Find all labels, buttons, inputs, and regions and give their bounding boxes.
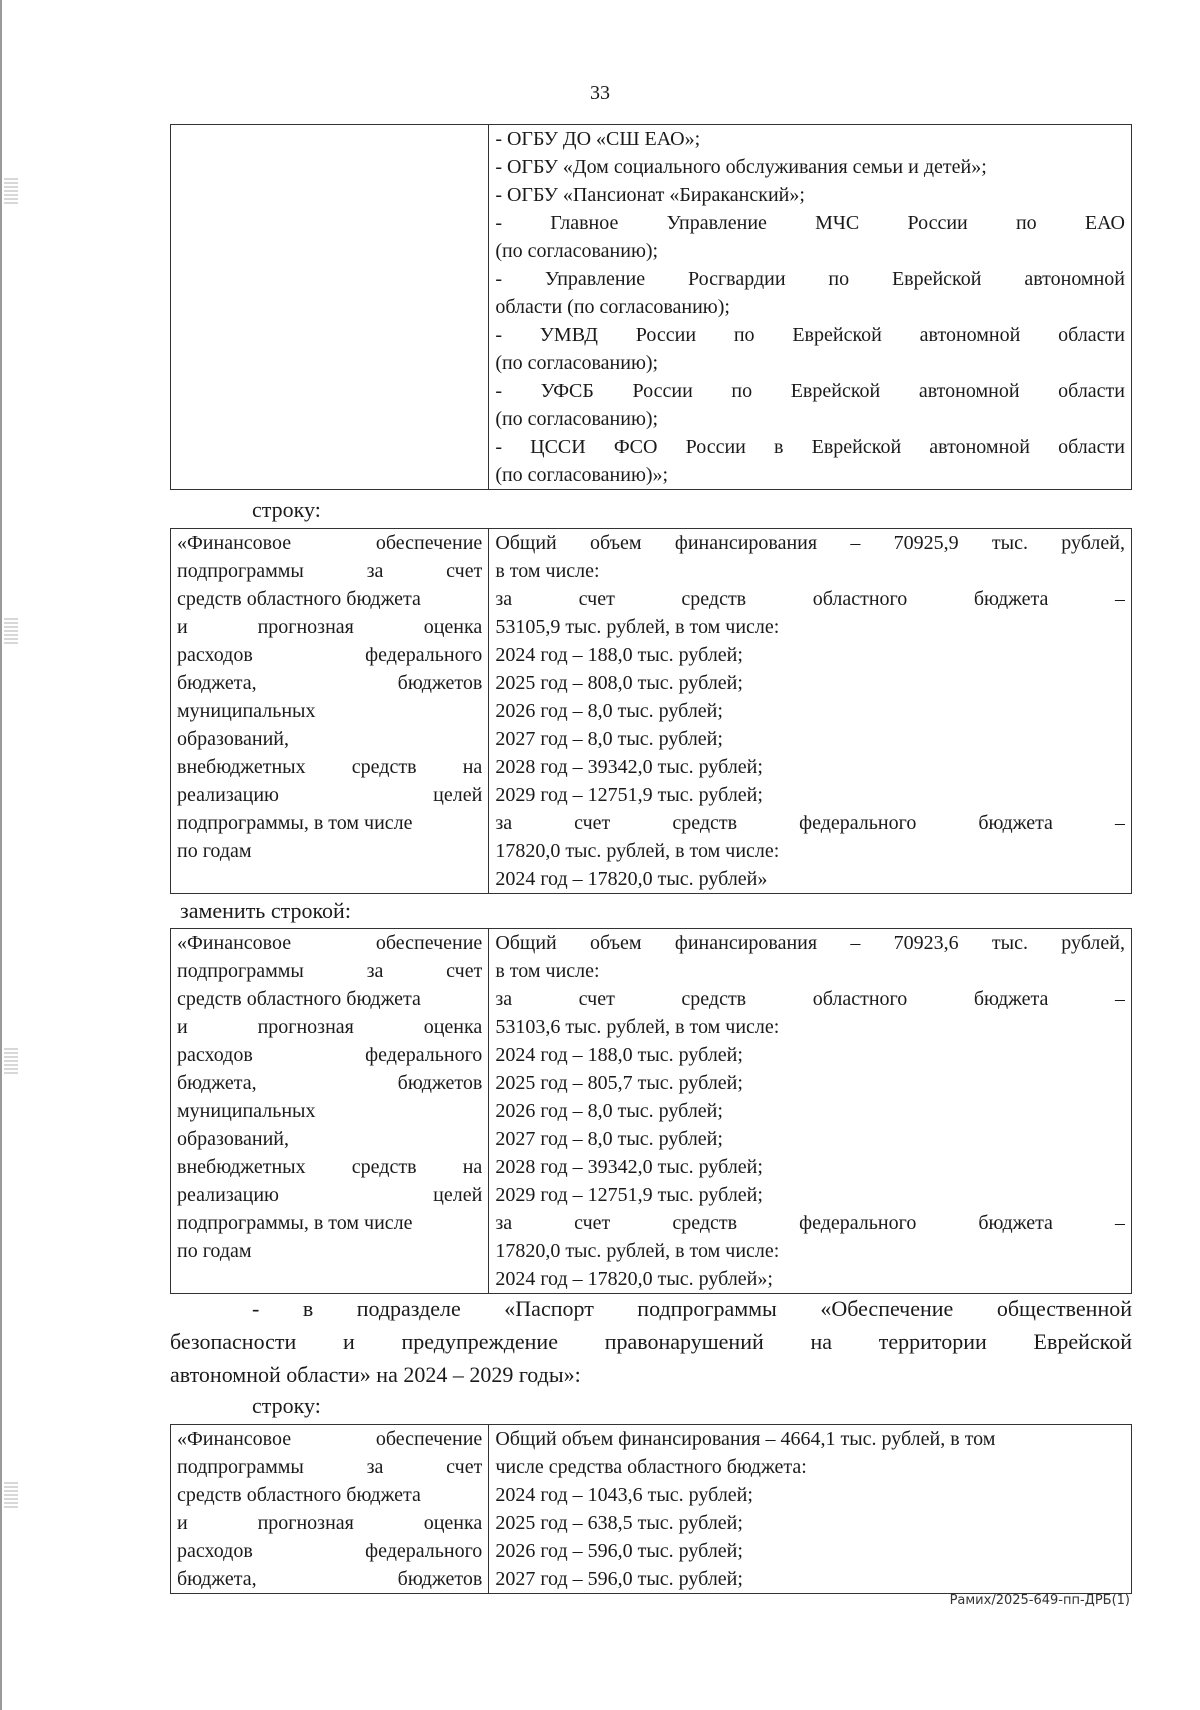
text-line: и прогнозная оценка	[177, 1016, 483, 1038]
text-line: 17820,0 тыс. рублей, в том числе:	[495, 1240, 780, 1262]
text-line: подпрограммы за счет	[177, 960, 483, 982]
text-line: - УФСБ России по Еврейской автономной области	[495, 380, 1125, 402]
text-line: - Главное Управление МЧС России по ЕАО	[495, 212, 1125, 234]
label-stroku: строку:	[252, 1393, 321, 1418]
table-old-row	[170, 528, 1132, 894]
paragraph-line: автономной области» на 2024 – 2029 годы»:	[170, 1362, 581, 1387]
text-line: - ОГБУ «Дом социального обслуживания семьи и детей»;	[495, 156, 987, 178]
text-line: Общий объем финансирования – 4664,1 тыс. рублей, в том	[495, 1428, 996, 1450]
text-line: 2025 год – 805,7 тыс. рублей;	[495, 1072, 743, 1094]
text-line: образований,	[177, 728, 290, 750]
footer-document-code: Рамих/2025-649-пп-ДРБ(1)	[949, 1593, 1130, 1608]
text-line: реализацию целей	[177, 784, 483, 806]
text-line: 2025 год – 808,0 тыс. рублей;	[495, 672, 743, 694]
text-line: 2025 год – 638,5 тыс. рублей;	[495, 1512, 743, 1534]
text-line: Общий объем финансирования – 70925,9 тыс. рублей,	[495, 532, 1125, 554]
text-line: подпрограммы за счет	[177, 560, 483, 582]
text-line: 2029 год – 12751,9 тыс. рублей;	[495, 1184, 763, 1206]
page-edge	[0, 0, 2, 1710]
table-last-left-cell	[171, 1425, 489, 1594]
table-continuation-left-cell	[171, 125, 489, 490]
text-line: бюджета, бюджетов	[177, 1568, 483, 1590]
text-line: «Финансовое обеспечение	[177, 932, 483, 954]
text-line: - Управление Росгвардии по Еврейской автономной	[495, 268, 1125, 290]
text-line: 2026 год – 8,0 тыс. рублей;	[495, 1100, 723, 1122]
text-line: 2026 год – 8,0 тыс. рублей;	[495, 700, 723, 722]
text-line: и прогнозная оценка	[177, 616, 483, 638]
text-line: 2027 год – 8,0 тыс. рублей;	[495, 728, 723, 750]
text-line: муниципальных	[177, 1100, 316, 1122]
text-line: подпрограммы за счет	[177, 1456, 483, 1478]
table-new-left-cell	[171, 929, 489, 1294]
text-line: 2024 год – 188,0 тыс. рублей;	[495, 1044, 743, 1066]
text-line: в том числе:	[495, 960, 600, 982]
text-line: подпрограммы, в том числе	[177, 812, 413, 834]
label-stroku: строку:	[252, 497, 321, 522]
text-line: средств областного бюджета	[177, 1484, 421, 1506]
text-line: - УМВД России по Еврейской автономной области	[495, 324, 1125, 346]
scan-artifact	[4, 178, 18, 204]
table-last-right-cell	[489, 1425, 1132, 1594]
paragraph-line: безопасности и предупреждение правонарушений на территории Еврейской	[170, 1329, 1132, 1354]
text-line: 53105,9 тыс. рублей, в том числе:	[495, 616, 780, 638]
text-line: - ОГБУ «Пансионат «Бираканский»;	[495, 184, 805, 206]
table-old-left-cell	[171, 529, 489, 894]
text-line: и прогнозная оценка	[177, 1512, 483, 1534]
text-line: за счет средств федерального бюджета –	[495, 812, 1125, 834]
text-line: образований,	[177, 1128, 290, 1150]
text-line: 2024 год – 17820,0 тыс. рублей»;	[495, 1268, 773, 1290]
text-line: 17820,0 тыс. рублей, в том числе:	[495, 840, 780, 862]
text-line: реализацию целей	[177, 1184, 483, 1206]
text-line: расходов федерального	[177, 644, 483, 666]
table-continuation	[170, 124, 1132, 490]
text-line: (по согласованию);	[495, 240, 659, 262]
text-line: (по согласованию);	[495, 408, 659, 430]
text-line: числе средства областного бюджета:	[495, 1456, 807, 1478]
text-line: расходов федерального	[177, 1044, 483, 1066]
text-line: 2029 год – 12751,9 тыс. рублей;	[495, 784, 763, 806]
text-line: - ЦССИ ФСО России в Еврейской автономной области	[495, 436, 1125, 458]
label-zamenit-strokoy: заменить строкой:	[180, 898, 351, 923]
text-line: за счет средств областного бюджета –	[495, 988, 1125, 1010]
paragraph-line: - в подразделе «Паспорт подпрограммы «Обеспечение общественной	[252, 1296, 1132, 1321]
text-line: в том числе:	[495, 560, 600, 582]
text-line: бюджета, бюджетов	[177, 672, 483, 694]
text-line: области (по согласованию);	[495, 296, 730, 318]
text-line: 2027 год – 8,0 тыс. рублей;	[495, 1128, 723, 1150]
text-line: (по согласованию)»;	[495, 464, 669, 486]
text-line: внебюджетных средств на	[177, 1156, 483, 1178]
text-line: средств областного бюджета	[177, 988, 421, 1010]
text-line: по годам	[177, 1240, 252, 1262]
text-line: 2028 год – 39342,0 тыс. рублей;	[495, 756, 763, 778]
text-line: бюджета, бюджетов	[177, 1072, 483, 1094]
table-new-right-cell	[489, 929, 1132, 1294]
text-line: внебюджетных средств на	[177, 756, 483, 778]
scan-artifact	[4, 1048, 18, 1074]
page-number: 33	[590, 82, 610, 104]
text-line: за счет средств областного бюджета –	[495, 588, 1125, 610]
text-line: 2028 год – 39342,0 тыс. рублей;	[495, 1156, 763, 1178]
text-line: средств областного бюджета	[177, 588, 421, 610]
text-line: - ОГБУ ДО «СШ ЕАО»;	[495, 128, 701, 150]
text-line: подпрограммы, в том числе	[177, 1212, 413, 1234]
scan-artifact	[4, 1482, 18, 1508]
text-line: Общий объем финансирования – 70923,6 тыс. рублей,	[495, 932, 1125, 954]
section-paragraph	[170, 1292, 1132, 1391]
table-new-row	[170, 928, 1132, 1294]
text-line: 2027 год – 596,0 тыс. рублей;	[495, 1568, 743, 1590]
text-line: (по согласованию);	[495, 352, 659, 374]
text-line: «Финансовое обеспечение	[177, 1428, 483, 1450]
scan-artifact	[4, 618, 18, 644]
text-line: 2026 год – 596,0 тыс. рублей;	[495, 1540, 743, 1562]
table-old-right-cell	[489, 529, 1132, 894]
table-last-row	[170, 1424, 1132, 1594]
table-continuation-right-cell	[489, 125, 1132, 490]
text-line: 2024 год – 1043,6 тыс. рублей;	[495, 1484, 753, 1506]
text-line: по годам	[177, 840, 252, 862]
text-line: «Финансовое обеспечение	[177, 532, 483, 554]
text-line: муниципальных	[177, 700, 316, 722]
text-line: 2024 год – 17820,0 тыс. рублей»	[495, 868, 768, 890]
text-line: расходов федерального	[177, 1540, 483, 1562]
text-line: за счет средств федерального бюджета –	[495, 1212, 1125, 1234]
text-line: 2024 год – 188,0 тыс. рублей;	[495, 644, 743, 666]
text-line: 53103,6 тыс. рублей, в том числе:	[495, 1016, 780, 1038]
